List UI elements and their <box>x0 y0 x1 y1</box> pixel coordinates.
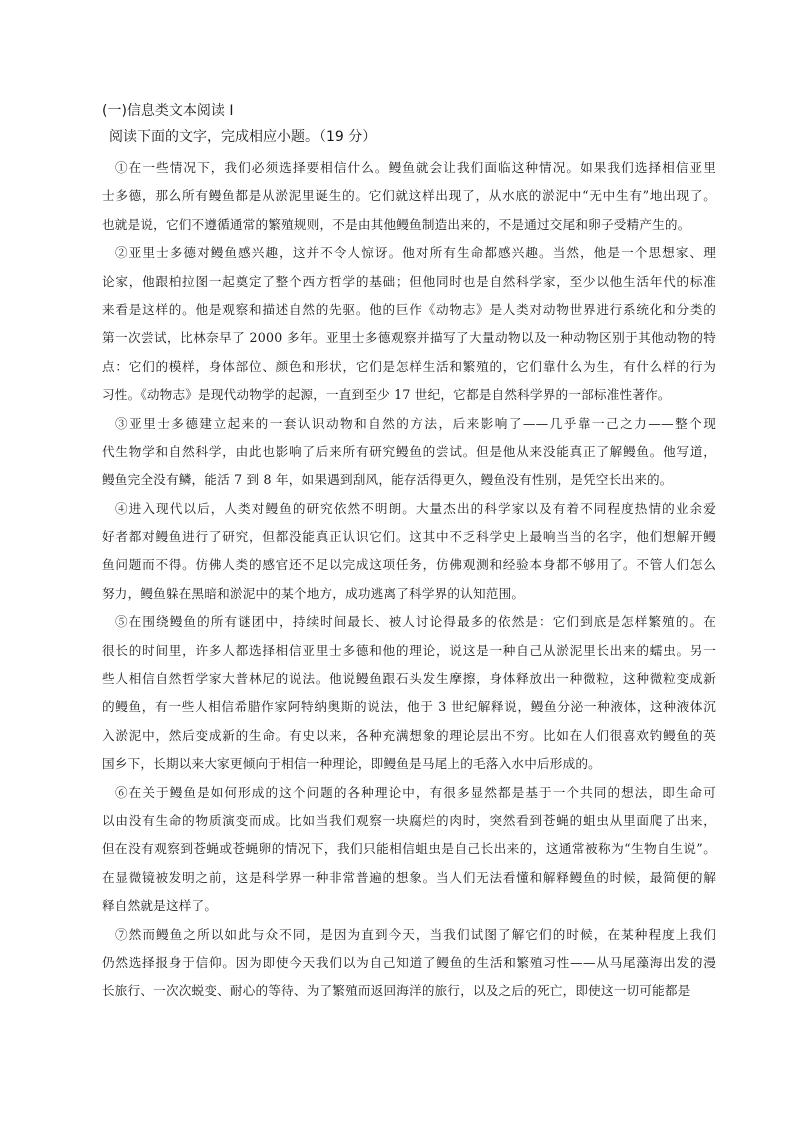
paragraph-line: ⑥在关于鳗鱼是如何形成的这个问题的各种理论中，有很多显然都是基于一个共同的想法，即生命可 <box>115 784 716 800</box>
paragraph-line: 论家，他跟柏拉图一起奠定了整个西方哲学的基础；但他同时也是自然科学家，至少以他生活年代的标准 <box>102 273 716 289</box>
paragraph-line: 的鳗鱼，有一些人相信希腊作家阿特纳奥斯的说法，他于 3 世纪解释说，鳗鱼分泌一种液体，这种液体沉 <box>102 699 716 715</box>
passage-paragraph <box>102 779 716 921</box>
paragraph-line: ⑤在围绕鳗鱼的所有谜团中，持续时间最长、被人讨论得最多的依然是：它们到底是怎样繁殖的。在 <box>115 614 716 630</box>
paragraph-line: 在显微镜被发明之前，这是科学界一种非常普遍的想象。当人们无法看懂和解释鳗鱼的时候，最简便的解 <box>102 869 716 885</box>
passage-paragraph <box>102 921 716 1006</box>
paragraph-line: 努力，鳗鱼躲在黑暗和淤泥中的某个地方，成功逃离了科学界的认知范围。 <box>102 585 525 601</box>
paragraph-line: 来看是这样的。他是观察和描述自然的先驱。他的巨作《动物志》是人类对动物世界进行系统化和分类的 <box>102 301 716 317</box>
passage-paragraph <box>102 410 716 495</box>
passage-paragraph <box>102 495 716 609</box>
paragraph-line: 释自然就是这样了。 <box>102 898 218 914</box>
question-instruction: 阅读下面的文字，完成相应小题。（19 分） <box>109 129 377 145</box>
paragraph-line: 士多德，那么所有鳗鱼都是从淤泥里诞生的。它们就这样出现了，从水底的淤泥中“无中生有”地出现了。 <box>102 188 716 204</box>
paragraph-line: 鱼问题而不得。仿佛人类的感官还不足以完成这项任务，仿佛观测和经验本身都不够用了。不管人们怎么 <box>102 557 716 573</box>
paragraph-line: 些人相信自然哲学家大普林尼的说法。他说鳗鱼跟石头发生摩擦，身体释放出一种微粒，这种微粒变成新 <box>102 671 716 687</box>
passage-paragraph <box>102 608 716 778</box>
paragraph-line: 也就是说，它们不遵循通常的繁殖规则，不是由其他鳗鱼制造出来的，不是通过交尾和卵子受精产生的。 <box>102 216 691 232</box>
document-content <box>102 102 716 1006</box>
paragraph-line: ①在一些情况下，我们必须选择要相信什么。鳗鱼就会让我们面临这种情况。如果我们选择相信亚里 <box>115 160 716 175</box>
paragraph-line: 长旅行、一次次蜕变、耐心的等待、为了繁殖而返回海洋的旅行，以及之后的死亡，即使这一切可能都是 <box>102 983 691 999</box>
paragraph-line: 仍然选择报身于信仰。因为即使今天我们以为自己知道了鳗鱼的生活和繁殖习性——从马尾藻海出发的漫 <box>102 954 716 970</box>
paragraph-line: ③亚里士多德建立起来的一套认识动物和自然的方法，后来影响了——几乎靠一己之力——整个现 <box>115 415 716 431</box>
paragraph-line: 很长的时间里，许多人都选择相信亚里士多德和他的理论，说这是一种自己从淤泥里长出来的蠕虫。另一 <box>102 642 716 658</box>
paragraph-line: 国乡下，长期以来大家更倾向于相信一种理论，即鳗鱼是马尾上的毛落入水中后形成的。 <box>102 756 601 772</box>
passage-paragraph <box>102 239 716 409</box>
paragraph-line: 好者都对鳗鱼进行了研究，但都没能真正认识它们。这其中不乏科学史上最响当当的名字，他们想解开鳗 <box>102 529 716 545</box>
paragraph-line: 第一次尝试，比林奈早了 2000 多年。亚里士多德观察并描写了大量动物以及一种动物区别于其他动物的特 <box>102 330 716 346</box>
paragraph-line: 代生物学和自然科学，由此也影响了后来所有研究鳗鱼的尝试。但是他从来没能真正了解鳗鱼。他写道， <box>102 443 716 459</box>
section-title: (一)信息类文本阅读 I <box>102 103 234 119</box>
paragraph-line: 点：它们的模样，身体部位、颜色和形状，它们是怎样生活和繁殖的，它们靠什么为生，有什么样的行为 <box>102 358 716 374</box>
passage-paragraph <box>102 154 716 239</box>
passage-body <box>102 154 716 1006</box>
paragraph-line: 但在没有观察到苍蝇或苍蝇卵的情况下，我们只能相信蛆虫是自己长出来的，这通常被称为“生物自生说”。 <box>102 841 716 857</box>
paragraph-line: 习性。《动物志》是现代动物学的起源，一直到至少 17 世纪，它都是自然科学界的一部标准性著作。 <box>102 387 671 403</box>
paragraph-line: 以由没有生命的物质演变而成。比如当我们观察一块腐烂的肉时，突然看到苍蝇的蛆虫从里面爬了出来， <box>102 812 716 828</box>
paragraph-line: ②亚里士多德对鳗鱼感兴趣，这并不令人惊讶。他对所有生命都感兴趣。当然，他是一个思想家、理 <box>115 245 716 261</box>
paragraph-line: 入淤泥中，然后变成新的生命。有史以来，各种充满想象的理论层出不穷。比如在人们很喜欢钓鳗鱼的英 <box>102 727 716 743</box>
paragraph-line: 鳗鱼完全没有鳞，能活 7 到 8 年，如果遇到刮风，能存活得更久，鳗鱼没有性别，是凭空长出来的。 <box>102 472 673 488</box>
paragraph-line: ⑦然而鳗鱼之所以如此与众不同，是因为直到今天，当我们试图了解它们的时候，在某种程度上我们 <box>115 926 716 942</box>
paragraph-line: ④进入现代以后，人类对鳗鱼的研究依然不明朗。大量杰出的科学家以及有着不同程度热情的业余爱 <box>115 500 716 516</box>
